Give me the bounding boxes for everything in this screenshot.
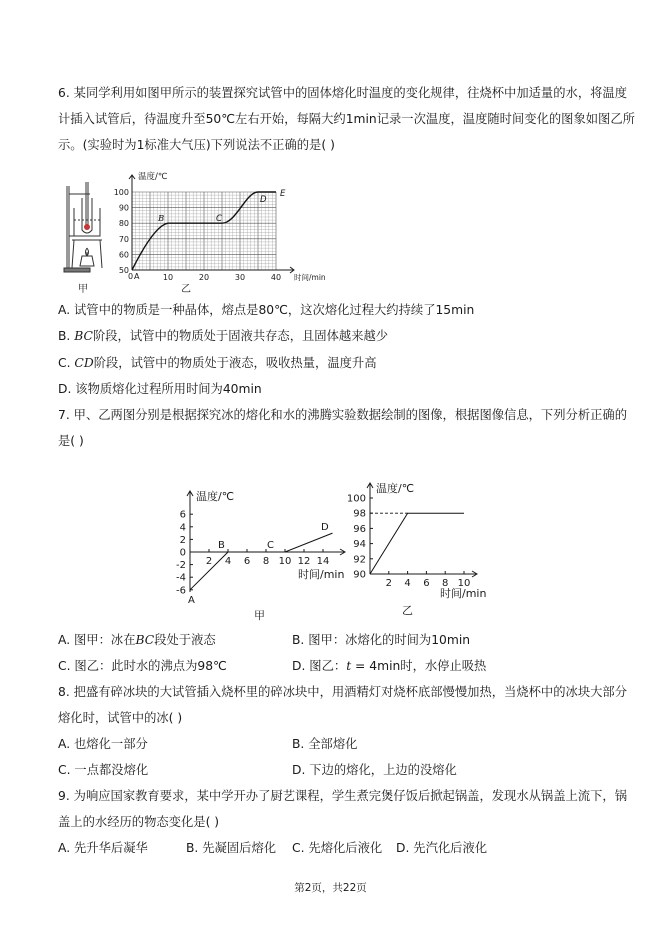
q7-jia-xtick-label: 8 [262,556,270,567]
q6-option-c-segment: CD [74,356,94,370]
q7-option-d-prefix: D. 图乙： [292,659,347,673]
q7-option-a-segment: BC [135,633,155,647]
q7-jia-xtick-label: 4 [224,556,232,567]
q6-ytick-label: 50 [118,266,129,275]
q7-yi-xlabel: 时间/min [440,587,487,600]
q7-stem-line1: 7. 甲、乙两图分别是根据探究冰的熔化和水的沸腾实验数据绘制的图像，根据图像信息，下列分析正确的 [58,408,628,422]
q7-jia-xtick-label: 14 [316,556,330,567]
q6-figure-jia-caption: 甲 [78,284,88,295]
q9-option-d[interactable]: D. 先汽化后液化 [396,841,488,855]
q8-option-b[interactable]: B. 全部熔化 [292,737,358,751]
q8-option-a[interactable]: A. 也熔化一部分 [58,737,148,751]
q6-graph [108,170,348,290]
q7-jia-ytick-label: -4 [176,572,186,584]
q7-option-a-prefix: A. 图甲：冰在 [58,633,136,647]
q7-jia-ytick-label: 4 [179,522,186,534]
q7-yi-xtick-label: 2 [385,578,392,589]
q6-point-c-label: C [216,214,222,224]
q7-option-d-var: t [346,659,352,673]
q7-yi-ylabel: 温度/℃ [376,482,415,495]
q7-jia-point-c-label: C [267,540,274,551]
q7-jia-xtick-label: 12 [297,556,311,567]
q7-chart-yi [344,478,494,603]
q7-stem-line2: 是( ) [58,434,84,448]
q6-option-c-prefix: C. [58,356,75,370]
q6-ytick-label: 60 [118,250,129,260]
q6-point-d-label: D [260,195,267,205]
q7-jia-ytick-label: -2 [176,560,186,572]
q9-option-b[interactable]: B. 先凝固后熔化 [186,841,277,855]
q6-ylabel: 温度/℃ [138,172,168,182]
q6-ytick-label: 90 [118,203,129,213]
q7-option-c[interactable]: C. 图乙：此时水的沸点为98℃ [58,659,227,673]
q6-point-e-label: E [280,189,286,199]
q7-yi-xtick-label: 6 [423,578,430,589]
q6-option-c[interactable] [58,355,377,371]
q7-jia-xtick-label: 10 [278,556,292,567]
q7-yi-ytick-label: 98 [353,508,366,520]
q6-option-b-text: 阶段，试管中的物质处于固液共存态，且固体越来越少 [92,329,389,343]
q7-jia-xtick-label: 2 [205,556,213,567]
q6-option-c-text: 阶段，试管中的物质处于液态，吸收热量，温度升高 [93,356,377,370]
q8-option-d[interactable]: D. 下边的熔化，上边的没熔化 [292,763,457,777]
q6-ytick-label: 70 [118,234,129,244]
q6-option-b-segment: BC [74,329,93,343]
q9-stem-line2: 盖上的水经历的物态变化是( ) [58,815,220,829]
q6-ytick-label: 80 [118,219,129,229]
q7-yi-xtick-label: 10 [457,578,471,589]
q7-yi-ytick-label: 90 [353,569,366,581]
q6-point-a-label: A [134,272,140,281]
q7-yi-ytick-label: 96 [353,523,366,535]
q6-stem-line2: 计插入试管后，待温度升至50℃左右开始，每隔大约1min记录一次温度，温度随时间变化的图象如图乙所 [58,112,635,126]
q7-yi-series-line [370,513,464,574]
q7-yi-ytick-label: 92 [353,554,366,566]
q7-yi-ytick-label: 100 [346,493,366,505]
q6-xtick-label: 30 [234,273,246,282]
q7-option-d[interactable] [292,658,486,674]
q6-figure-yi-caption: 乙 [181,284,191,295]
q7-yi-xtick-label: 8 [442,578,449,589]
q7-jia-point-a-label: A [188,595,195,606]
q6-xtick-label: 10 [162,273,174,282]
q6-origin-label: 0 [128,272,134,281]
q9-stem-line1: 9. 为响应国家教育要求，某中学开办了厨艺课程，学生煮完煲仔饭后掀起锅盖，发现水从锅盖上流下，锅 [58,789,628,803]
q6-option-a[interactable]: A. 试管中的物质是一种晶体，熔点是80℃，这次熔化过程大约持续了15min [58,303,475,317]
q7-jia-xlabel: 时间/min [298,568,345,581]
q7-option-b[interactable]: B. 图甲：冰熔化的时间为10min [292,633,471,647]
q6-stem-line3: 示。(实验时为1标准大气压)下列说法不正确的是( ) [58,138,335,152]
q6-xtick-label: 20 [198,273,210,282]
q7-jia-ytick-label: 2 [179,534,186,546]
q6-option-d[interactable]: D. 该物质熔化过程所用时间为40min [58,382,262,396]
q8-stem-line1: 8. 把盛有碎冰块的大试管插入烧杯里的碎冰块中，用酒精灯对烧杯底部慢慢加热，当烧杯中的冰块大部分 [58,685,628,699]
q7-jia-point-d-label: D [321,522,329,533]
q7-jia-xtick-label: 6 [243,556,251,567]
q7-chart-jia-caption: 甲 [254,609,265,622]
q8-stem-line2: 熔化时，试管中的冰( ) [58,711,183,725]
q7-jia-ylabel: 温度/℃ [196,490,235,503]
q7-jia-ytick-label: 6 [179,509,186,521]
q7-yi-ytick-label: 94 [353,539,366,551]
q6-option-b[interactable] [58,328,388,344]
q6-xlabel: 时间/min [294,273,326,282]
q9-option-a[interactable]: A. 先升华后凝华 [58,841,148,855]
q6-stem-line1: 6. 某同学利用如图甲所示的装置探究试管中的固体熔化时温度的变化规律，往烧杯中加适量的水，将温度 [58,86,628,100]
q6-option-b-prefix: B. [58,329,75,343]
q7-jia-point-b-label: B [218,540,225,551]
q9-option-c[interactable]: C. 先熔化后液化 [292,841,383,855]
q8-option-c[interactable]: C. 一点都没熔化 [58,763,149,777]
q7-jia-ytick-label: -6 [176,585,186,597]
q7-chart-yi-caption: 乙 [402,604,413,617]
q6-xtick-label: 40 [270,273,282,282]
q7-option-d-text: = 4min时，水停止吸热 [351,659,487,673]
q6-ytick-label: 100 [113,188,129,197]
q7-jia-ytick-label: 0 [179,547,186,559]
q7-yi-xtick-label: 4 [404,578,411,589]
page-footer: 第2页，共22页 [294,882,367,894]
q7-option-a-text: 段处于液态 [154,633,216,647]
q6-point-b-label: B [158,214,165,224]
q7-option-a[interactable] [58,632,216,648]
q7-chart-jia [168,486,358,606]
